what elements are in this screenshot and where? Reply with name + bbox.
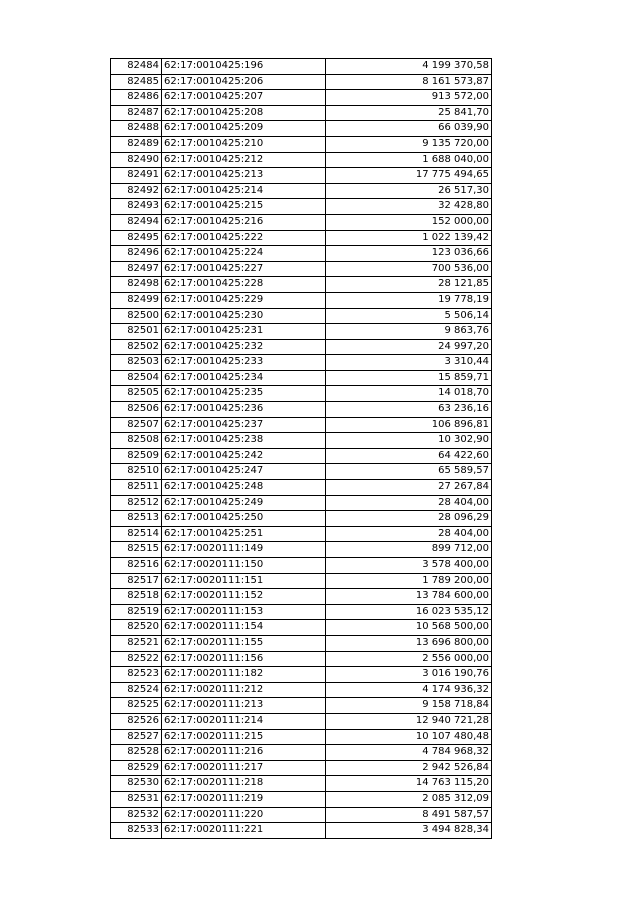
cadastral-value-cell: 899 712,00 [326,542,492,558]
cadastral-number-cell: 62:17:0020111:213 [162,698,326,714]
table-row [111,682,492,698]
row-number-cell: 82494 [111,214,162,230]
cadastral-value-cell: 1 789 200,00 [326,573,492,589]
table-row [111,277,492,293]
row-number-cell: 82527 [111,729,162,745]
cadastral-value-cell: 5 506,14 [326,308,492,324]
table-row [111,105,492,121]
row-number-cell: 82503 [111,355,162,371]
row-number-cell: 82491 [111,168,162,184]
cadastral-value-cell: 17 775 494,65 [326,168,492,184]
cadastral-value-cell: 1 688 040,00 [326,152,492,168]
cadastral-number-cell: 62:17:0020111:182 [162,667,326,683]
row-number-cell: 82523 [111,667,162,683]
row-number-cell: 82485 [111,74,162,90]
row-number-cell: 82495 [111,230,162,246]
row-number-cell: 82511 [111,480,162,496]
row-number-cell: 82488 [111,121,162,137]
row-number-cell: 82489 [111,136,162,152]
row-number-cell: 82520 [111,620,162,636]
cadastral-value-cell: 28 404,00 [326,495,492,511]
cadastral-number-cell: 62:17:0020111:220 [162,807,326,823]
row-number-cell: 82500 [111,308,162,324]
cadastral-number-cell: 62:17:0020111:150 [162,558,326,574]
cadastral-value-cell: 66 039,90 [326,121,492,137]
table-row [111,230,492,246]
table-row [111,480,492,496]
cadastral-number-cell: 62:17:0010425:208 [162,105,326,121]
row-number-cell: 82507 [111,417,162,433]
table-row [111,136,492,152]
cadastral-number-cell: 62:17:0020111:153 [162,604,326,620]
table-row [111,651,492,667]
table-row [111,807,492,823]
table-row [111,214,492,230]
table-row [111,526,492,542]
cadastral-value-cell: 28 096,29 [326,511,492,527]
table-row [111,760,492,776]
table-row [111,495,492,511]
table-row [111,729,492,745]
table-row [111,324,492,340]
cadastral-number-cell: 62:17:0020111:215 [162,729,326,745]
cadastral-number-cell: 62:17:0010425:214 [162,183,326,199]
row-number-cell: 82513 [111,511,162,527]
table-row [111,713,492,729]
table-row [111,573,492,589]
table-row [111,386,492,402]
table-row [111,745,492,761]
row-number-cell: 82508 [111,433,162,449]
cadastral-value-cell: 10 107 480,48 [326,729,492,745]
cadastral-value-cell: 8 491 587,57 [326,807,492,823]
table-row [111,635,492,651]
cadastral-number-cell: 62:17:0010425:251 [162,526,326,542]
cadastral-number-cell: 62:17:0020111:216 [162,745,326,761]
cadastral-value-cell: 63 236,16 [326,402,492,418]
cadastral-number-cell: 62:17:0010425:250 [162,511,326,527]
cadastral-number-cell: 62:17:0020111:149 [162,542,326,558]
table-row [111,308,492,324]
row-number-cell: 82492 [111,183,162,199]
row-number-cell: 82487 [111,105,162,121]
cadastral-value-cell: 123 036,66 [326,246,492,262]
cadastral-number-cell: 62:17:0010425:222 [162,230,326,246]
row-number-cell: 82528 [111,745,162,761]
table-row [111,776,492,792]
row-number-cell: 82530 [111,776,162,792]
table-row [111,558,492,574]
cadastral-value-cell: 913 572,00 [326,90,492,106]
cadastral-number-cell: 62:17:0010425:238 [162,433,326,449]
cadastral-number-cell: 62:17:0010425:213 [162,168,326,184]
table-row [111,604,492,620]
table-row [111,448,492,464]
table-row [111,823,492,839]
row-number-cell: 82510 [111,464,162,480]
table-row [111,339,492,355]
cadastral-number-cell: 62:17:0010425:224 [162,246,326,262]
row-number-cell: 82524 [111,682,162,698]
cadastral-number-cell: 62:17:0020111:221 [162,823,326,839]
cadastral-number-cell: 62:17:0010425:234 [162,370,326,386]
cadastral-number-cell: 62:17:0010425:216 [162,214,326,230]
row-number-cell: 82519 [111,604,162,620]
cadastral-value-cell: 3 578 400,00 [326,558,492,574]
table-row [111,90,492,106]
cadastral-value-cell: 8 161 573,87 [326,74,492,90]
table-row [111,667,492,683]
cadastral-number-cell: 62:17:0020111:151 [162,573,326,589]
table-row [111,511,492,527]
cadastral-value-cell: 19 778,19 [326,292,492,308]
cadastral-value-cell: 700 536,00 [326,261,492,277]
cadastral-value-cell: 28 404,00 [326,526,492,542]
cadastral-value-cell: 1 022 139,42 [326,230,492,246]
table-row [111,370,492,386]
table-row [111,542,492,558]
cadastral-number-cell: 62:17:0010425:209 [162,121,326,137]
row-number-cell: 82533 [111,823,162,839]
cadastral-number-cell: 62:17:0020111:218 [162,776,326,792]
row-number-cell: 82529 [111,760,162,776]
table-body [111,59,492,839]
table-row [111,59,492,75]
cadastral-value-cell: 3 310,44 [326,355,492,371]
cadastral-number-cell: 62:17:0010425:248 [162,480,326,496]
cadastral-value-cell: 26 517,30 [326,183,492,199]
row-number-cell: 82512 [111,495,162,511]
table-row [111,292,492,308]
row-number-cell: 82484 [111,59,162,75]
cadastral-number-cell: 62:17:0010425:231 [162,324,326,340]
row-number-cell: 82514 [111,526,162,542]
cadastral-number-cell: 62:17:0010425:232 [162,339,326,355]
cadastral-value-cell: 13 696 800,00 [326,635,492,651]
table-row [111,199,492,215]
cadastral-value-cell: 106 896,81 [326,417,492,433]
cadastral-number-cell: 62:17:0010425:206 [162,74,326,90]
cadastral-value-cell: 13 784 600,00 [326,589,492,605]
row-number-cell: 82498 [111,277,162,293]
row-number-cell: 82504 [111,370,162,386]
cadastral-number-cell: 62:17:0010425:229 [162,292,326,308]
row-number-cell: 82517 [111,573,162,589]
cadastral-number-cell: 62:17:0020111:155 [162,635,326,651]
cadastral-number-cell: 62:17:0010425:247 [162,464,326,480]
row-number-cell: 82509 [111,448,162,464]
table-row [111,620,492,636]
cadastral-number-cell: 62:17:0010425:227 [162,261,326,277]
row-number-cell: 82532 [111,807,162,823]
cadastral-value-cell: 64 422,60 [326,448,492,464]
row-number-cell: 82493 [111,199,162,215]
row-number-cell: 82497 [111,261,162,277]
cadastral-value-cell: 25 841,70 [326,105,492,121]
cadastral-value-cell: 3 016 190,76 [326,667,492,683]
cadastral-value-cell: 32 428,80 [326,199,492,215]
table-row [111,168,492,184]
table-row [111,433,492,449]
cadastral-number-cell: 62:17:0010425:233 [162,355,326,371]
cadastral-value-cell: 14 018,70 [326,386,492,402]
cadastral-number-cell: 62:17:0020111:212 [162,682,326,698]
cadastral-number-cell: 62:17:0010425:242 [162,448,326,464]
cadastral-value-cell: 65 589,57 [326,464,492,480]
table-row [111,121,492,137]
row-number-cell: 82515 [111,542,162,558]
cadastral-value-cell: 9 135 720,00 [326,136,492,152]
table-row [111,791,492,807]
cadastral-number-cell: 62:17:0020111:217 [162,760,326,776]
cadastral-value-cell: 4 784 968,32 [326,745,492,761]
cadastral-value-cell: 10 302,90 [326,433,492,449]
row-number-cell: 82506 [111,402,162,418]
cadastral-number-cell: 62:17:0010425:212 [162,152,326,168]
table-row [111,183,492,199]
row-number-cell: 82505 [111,386,162,402]
cadastral-value-cell: 4 199 370,58 [326,59,492,75]
table-row [111,74,492,90]
table-row [111,402,492,418]
cadastral-value-cell: 16 023 535,12 [326,604,492,620]
cadastral-number-cell: 62:17:0010425:196 [162,59,326,75]
row-number-cell: 82486 [111,90,162,106]
cadastral-number-cell: 62:17:0020111:152 [162,589,326,605]
cadastral-value-cell: 27 267,84 [326,480,492,496]
row-number-cell: 82490 [111,152,162,168]
row-number-cell: 82502 [111,339,162,355]
table-row [111,246,492,262]
cadastral-value-cell: 2 942 526,84 [326,760,492,776]
table-row [111,698,492,714]
row-number-cell: 82496 [111,246,162,262]
row-number-cell: 82501 [111,324,162,340]
table-row [111,417,492,433]
cadastral-value-cell: 152 000,00 [326,214,492,230]
cadastral-value-cell: 14 763 115,20 [326,776,492,792]
cadastral-value-cell: 28 121,85 [326,277,492,293]
row-number-cell: 82525 [111,698,162,714]
table-row [111,261,492,277]
cadastral-number-cell: 62:17:0010425:215 [162,199,326,215]
cadastral-number-cell: 62:17:0010425:249 [162,495,326,511]
cadastral-number-cell: 62:17:0020111:156 [162,651,326,667]
cadastral-value-cell: 2 085 312,09 [326,791,492,807]
table-row [111,589,492,605]
cadastral-number-cell: 62:17:0010425:207 [162,90,326,106]
cadastral-number-cell: 62:17:0010425:237 [162,417,326,433]
cadastral-value-cell: 9 863,76 [326,324,492,340]
row-number-cell: 82531 [111,791,162,807]
cadastral-value-table [110,58,492,839]
row-number-cell: 82499 [111,292,162,308]
cadastral-value-cell: 10 568 500,00 [326,620,492,636]
cadastral-number-cell: 62:17:0020111:219 [162,791,326,807]
cadastral-value-cell: 24 997,20 [326,339,492,355]
cadastral-number-cell: 62:17:0010425:230 [162,308,326,324]
cadastral-value-cell: 9 158 718,84 [326,698,492,714]
table-row [111,355,492,371]
cadastral-number-cell: 62:17:0010425:228 [162,277,326,293]
row-number-cell: 82516 [111,558,162,574]
cadastral-number-cell: 62:17:0010425:236 [162,402,326,418]
cadastral-number-cell: 62:17:0010425:210 [162,136,326,152]
row-number-cell: 82526 [111,713,162,729]
cadastral-number-cell: 62:17:0010425:235 [162,386,326,402]
cadastral-number-cell: 62:17:0020111:154 [162,620,326,636]
table-row [111,152,492,168]
cadastral-value-cell: 2 556 000,00 [326,651,492,667]
cadastral-number-cell: 62:17:0020111:214 [162,713,326,729]
row-number-cell: 82518 [111,589,162,605]
cadastral-value-cell: 4 174 936,32 [326,682,492,698]
table-row [111,464,492,480]
cadastral-value-cell: 3 494 828,34 [326,823,492,839]
row-number-cell: 82522 [111,651,162,667]
row-number-cell: 82521 [111,635,162,651]
cadastral-value-cell: 12 940 721,28 [326,713,492,729]
cadastral-value-cell: 15 859,71 [326,370,492,386]
